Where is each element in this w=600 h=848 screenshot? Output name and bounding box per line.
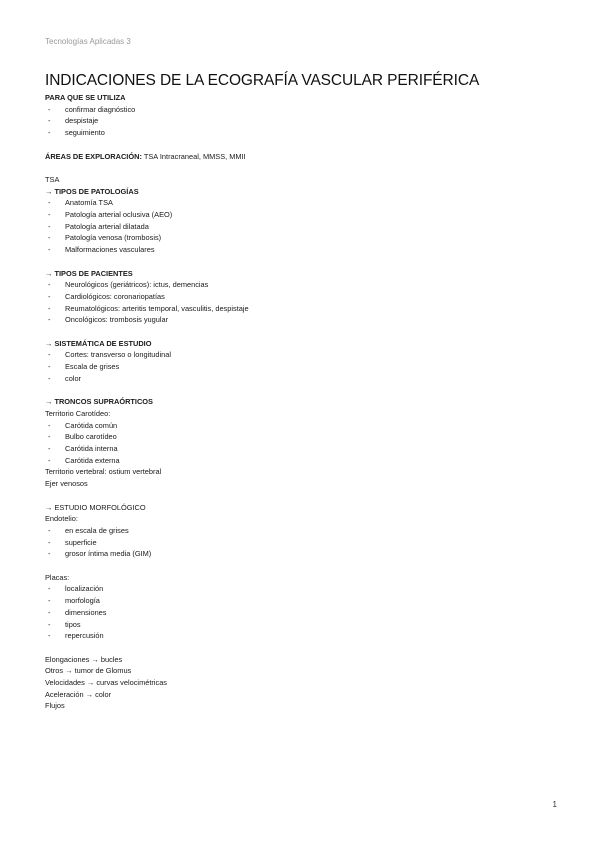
page-title: INDICACIONES DE LA ECOGRAFÍA VASCULAR PERIFÉRICA — [45, 72, 480, 89]
list-item: - dimensiones — [45, 607, 565, 619]
areas-line — [45, 151, 565, 163]
list-item: - en escala de grises — [45, 525, 565, 537]
endotelio-label: Endotelio: — [45, 514, 78, 524]
otros-line: Otros → tumor de Glomus — [45, 666, 132, 676]
patologias-list — [45, 197, 565, 256]
list-item: - seguimiento — [45, 127, 565, 139]
list-item: - Bulbo carotídeo — [45, 431, 565, 443]
areas-value: TSA Intracraneal, MMSS, MMII — [141, 151, 246, 161]
document-body — [45, 72, 565, 712]
list-item: - despistaje — [45, 115, 565, 127]
list-item: - Escala de grises — [45, 361, 565, 373]
list-item: - Patología venosa (trombosis) — [45, 232, 565, 244]
sistematica-list — [45, 349, 565, 384]
carotideo-list — [45, 420, 565, 467]
otros-line: Aceleración → color — [45, 689, 112, 699]
endotelio-list — [45, 525, 565, 560]
areas-label: ÁREAS DE EXPLORACIÓN: — [45, 151, 142, 161]
list-item: - superficie — [45, 537, 565, 549]
otros-line: Flujos — [45, 701, 65, 711]
list-item: - Cardiológicos: coronariopatías — [45, 291, 565, 303]
placas-list — [45, 583, 565, 642]
sistematica-heading: → SISTEMÁTICA DE ESTUDIO — [45, 338, 152, 348]
list-item: - Carótida interna — [45, 443, 565, 455]
list-item: - morfología — [45, 595, 565, 607]
list-item: - color — [45, 373, 565, 385]
carotideo-label: Territorio Carotídeo: — [45, 408, 111, 418]
otros-line: Velocidades → curvas velocimétricas — [45, 678, 167, 688]
venosos-line: Ejer venosos — [45, 479, 88, 489]
list-item: - Carótida común — [45, 420, 565, 432]
patologias-heading: → TIPOS DE PATOLOGÍAS — [45, 186, 139, 196]
list-item: - Carótida externa — [45, 455, 565, 467]
list-item: - repercusión — [45, 630, 565, 642]
list-item: - Malformaciones vasculares — [45, 244, 565, 256]
pacientes-heading: → TIPOS DE PACIENTES — [45, 268, 133, 278]
tsa-heading: TSA — [45, 174, 60, 184]
document-header: Tecnologías Aplicadas 3 — [45, 37, 131, 46]
list-item: - Oncológicos: trombosis yugular — [45, 314, 565, 326]
morfologico-heading: → ESTUDIO MORFOLÓGICO — [45, 502, 146, 512]
para-que-list — [45, 104, 565, 139]
para-que-heading: PARA QUE SE UTILIZA — [45, 93, 126, 102]
list-item: - Patología arterial oclusiva (AEO) — [45, 209, 565, 221]
placas-label: Placas: — [45, 572, 70, 582]
list-item: - tipos — [45, 619, 565, 631]
vertebral-line: Territorio vertebral: ostium vertebral — [45, 467, 162, 477]
otros-line: Elongaciones → bucles — [45, 654, 123, 664]
list-item: - Cortes: transverso o longitudinal — [45, 349, 565, 361]
list-item: - Reumatológicos: arteritis temporal, vasculitis, despistaje — [45, 303, 565, 315]
list-item: - grosor íntima media (GIM) — [45, 548, 565, 560]
page-number: 1 — [552, 800, 557, 809]
list-item: - Anatomía TSA — [45, 197, 565, 209]
list-item: - Neurológicos (geriátricos): ictus, demencias — [45, 279, 565, 291]
list-item: - confirmar diagnóstico — [45, 104, 565, 116]
troncos-heading: → TRONCOS SUPRAÓRTICOS — [45, 397, 153, 407]
pacientes-list — [45, 279, 565, 326]
list-item: - localización — [45, 583, 565, 595]
list-item: - Patología arterial dilatada — [45, 221, 565, 233]
